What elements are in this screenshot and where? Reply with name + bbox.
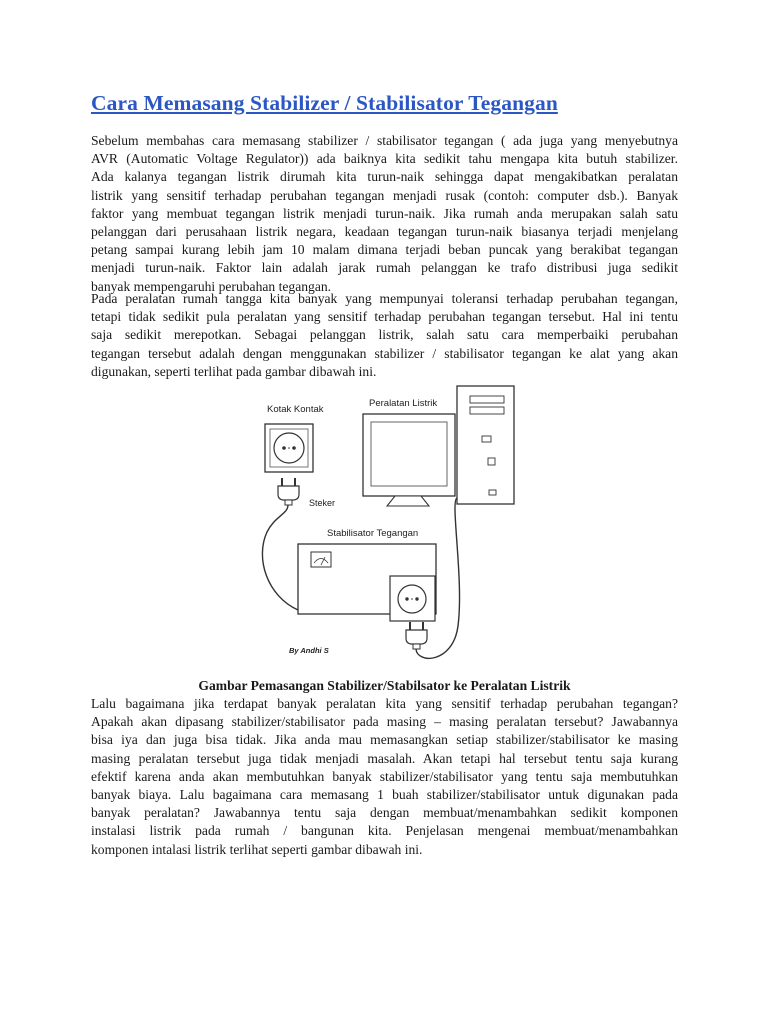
text-line: menjadi turun-naik. Faktor lain adalah jarak rumah pelanggan ke trafo distribusi juga sedikit <box>91 260 678 276</box>
monitor-icon <box>363 414 455 506</box>
text-line: Lalu bagaimana jika terdapat banyak peralatan kita yang sensitif terhadap perubahan tegangan? <box>91 696 678 711</box>
text-line: saja sedikit merepotkan. Sebagai pelanggan listrik, salah satu cara memperbaiki perubahan <box>91 327 678 343</box>
text-line: AVR (Automatic Voltage Regulator)) ada baiknya kita sedikit tahu mengapa kita butuh stabilizer. <box>91 151 678 167</box>
socket-label: Kotak Kontak <box>267 404 324 415</box>
text-line: banyak peralatan? Jawabannya tentu saja dengan membuat/menambahkan sedikit komponen <box>91 805 678 821</box>
text-line: bisa iya dan juga bisa tidak. Jika anda mau memasangkan setiap stabilizer/stabilisator ke masing <box>91 732 678 748</box>
plug-label: Steker <box>309 498 336 508</box>
text-line: Pada peralatan rumah tangga kita banyak yang mempunyai toleransi terhadap perubahan tegangan, <box>91 291 678 306</box>
stabilizer-icon <box>298 544 436 621</box>
credit-label: By Andhi S <box>289 646 329 655</box>
text-line: efektif karena anda akan membutuhkan banyak stabilizer/stabilisator yang tentu saja membutuhkan <box>91 768 678 784</box>
paragraph-appliances <box>91 290 678 381</box>
text-line: komponen intalasi listrik terlihat seperti gambar dibawah ini. <box>91 841 423 857</box>
text-line: Sebelum membahas cara memasang stabilizer / stabilisator tegangan ( ada juga yang menyebutnya <box>91 133 678 148</box>
stabilizer-label: Stabilisator Tegangan <box>327 528 419 539</box>
device-label: Peralatan Listrik <box>369 398 438 409</box>
text-line: Apakah akan dipasang stabilizer/stabilisator pada masing – masing peralatan tersebut? Jawabannya <box>91 714 678 730</box>
text-line: pelanggan dari perusahaan listrik negara, keadaan tegangan turun-naik biasanya terjadi menjelang <box>91 223 678 239</box>
text-line: banyak biaya. Lalu bagaimana cara memasang 1 buah stabilizer/stabilisator untuk digunakan pada <box>91 786 678 802</box>
text-line: faktor yang membuat tegangan listrik menjadi turun-naik. Jika rumah anda merupakan salah satu <box>91 205 678 221</box>
text-line: masing peralatan tersebut juga tidak menjadi masalah. Akan tetapi hal tersebut tentu saja kurang <box>91 750 678 766</box>
stabilizer-diagram <box>245 382 521 662</box>
paragraph-multiple-devices <box>91 695 678 859</box>
text-line: Ada kalanya tegangan listrik dirumah kita turun-naik sehingga dapat mengakibatkan peralatan <box>91 169 678 185</box>
figure-caption: Gambar Pemasangan Stabilizer/Stabilsator ke Peralatan Listrik <box>198 678 571 693</box>
wall-socket-icon <box>265 424 313 472</box>
text-line: instalasi listrik pada rumah / bangunan kita. Penjelasan mengenai membuat/menambahkan <box>91 823 678 839</box>
article-title-link[interactable]: Cara Memasang Stabilizer / Stabilisator Tegangan <box>91 91 558 115</box>
text-line: listrik yang sensitif terhadap perubahan tegangan menjadi rusak (contoh: computer dsb.). Banyak <box>91 187 678 203</box>
computer-tower-icon <box>457 386 514 504</box>
paragraph-intro <box>91 132 678 296</box>
text-line: tegangan tersebut adalah dengan menggunakan stabilizer / stabilisator tegangan ke alat yang akan <box>91 345 678 361</box>
text-line: banyak mempengaruhi perubahan tegangan. <box>91 278 332 294</box>
text-line: tetapi tidak sedikit pula peralatan yang sensitif terhadap perubahan tegangan tersebut. Hal ini tentu <box>91 309 678 325</box>
text-line: digunakan, seperti terlihat pada gambar dibawah ini. <box>91 363 377 379</box>
text-line: petang sampai kurang lebih jam 10 malam dimana terjadi beban puncak yang berakibat tegangan <box>91 242 678 258</box>
